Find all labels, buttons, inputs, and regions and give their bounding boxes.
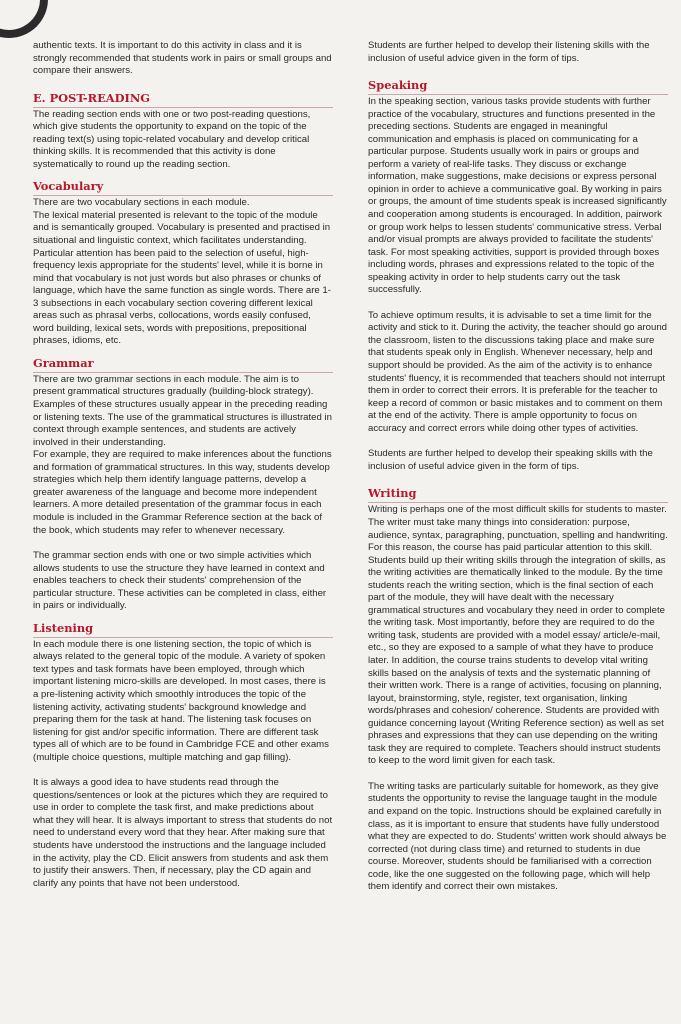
corner-tab (0, 0, 48, 38)
grammar-section (33, 357, 333, 613)
heading-rule (33, 637, 333, 638)
writing-section (368, 487, 668, 893)
listening-paragraph-1: In each module there is one listening section, the topic of which is always related to the general topic of the module. A variety of spoken text types and task formats have been employed, through which important listening micro-skills are developed. In most cases, there is a pre-listening activity which smoothly introduces the topic of the listening activity, activating students' background knowledge and preparing them for the task at hand. The listening task focuses on listening for gist and/or specific information. There are different task types all of which are to be found in Cambridge FCE and other exams (multiple choice questions, multiple matching and gap filling). (33, 638, 329, 763)
listening-section (33, 622, 333, 890)
speaking-section (368, 79, 668, 473)
left-column (33, 40, 333, 890)
writing-heading: Writing (368, 486, 417, 501)
speaking-paragraph-3: Students are further helped to develop their speaking skills with the inclusion of useful advice given in the form of tips. (368, 448, 653, 472)
writing-paragraph-2: The writing tasks are particularly suitable for homework, as they give students the opportunity to revise the language taught in the module and expand on the topic. Instructions should be explained carefully in class, as it is important to ensure that students have fully understood what they are expected to do. Students' written work should always be corrected (not during class time) and returned to students in due course. Moreover, students should be familiarised with a correction code, like the one suggested on the following page, which will help them identify and correct their own mistakes. (368, 780, 667, 893)
grammar-paragraph-2: For example, they are required to make inferences about the functions and formation of grammatical structures. In this way, students develop strategies which help them identify language patterns, develop a greater awareness of the language and become more independent learners. A more detailed presentation of the grammar focus in each module is included in the Grammar Reference section at the back of the book, which students may refer to whenever necessary. (33, 449, 332, 536)
listening-paragraph-2: It is always a good idea to have students read through the questions/sentences or look at the pictures which they are required to use in order to complete the task first, and make predictions about what they will hear. It is always important to stress that students do not need to understand every word that they hear. After making sure that students have understood the instructions and the language included in the activity, play the CD. Elicit answers from students and ask them to justify their answers. Then, if necessary, play the CD again and clarify any points that have not been understood. (33, 777, 333, 889)
heading-rule (33, 372, 333, 373)
vocabulary-line1: There are two vocabulary sections in each module. (33, 197, 250, 209)
heading-rule (33, 195, 333, 196)
listening-tips-section (368, 40, 668, 65)
speaking-heading: Speaking (368, 78, 428, 93)
corner-tab-inner (0, 0, 40, 30)
intro-section (33, 40, 333, 78)
speaking-paragraph-2: To achieve optimum results, it is advisable to set a time limit for the activity and stick to it. During the activity, the teacher should go around the classroom, listen to the discussions taking place and make sure that students speak only in English. Whenever necessary, help and support should be provided. As the aim of the activity is to enhance students' fluency, it is recommended that teachers should not interrupt them in order to correct their errors. It is preferable for the teacher to keep a record of common or basic mistakes and to comment on them at the end of the activity. There is ample opportunity to focus on accuracy and correct errors while doing other types of activities. (368, 309, 667, 434)
grammar-paragraph-1: There are two grammar sections in each module. The aim is to present grammatical structures gradually (building-block strategy). Examples of these structures usually appear in the preceding reading or listening texts. The use of the grammatical structures is illustrated in context through example sentences, and students are actively involved in their understanding. (33, 373, 332, 448)
vocabulary-paragraph: The lexical material presented is relevant to the topic of the module and is semantically grouped. Vocabulary is presented and practised in situational and linguistic context, which facilitates understanding. Particular attention has been paid to the selection of useful, high-frequency lexis appropriate for the students' level, while it is borne in mind that vocabulary is not just words but also phrases or chunks of language, which have the same function as single words. There are 1-3 subsections in each vocabulary section covering different lexical areas such as phrasal verbs, collocations, words easily confused, word building, lexical sets, words with prepositions, prepositional phrases, idioms, etc. (33, 209, 331, 347)
vocabulary-section (33, 180, 333, 348)
speaking-paragraph-1: In the speaking section, various tasks provide students with further practice of the vocabulary, structures and functions presented in the preceding sections. Students are engaged in meaningful communication and emphasis is placed on communicating for a particular purpose. Students usually work in pairs or groups and perform a variety of real-life tasks. They discuss or exchange information, make suggestions, make decisions or express personal opinion in order to achieve a communicative goal. By working in pairs or groups, the amount of time students speak is increased significantly and cooperation among students is encouraged. In addition, pairwork or group work helps to lessen students' communicative stress. Verbal and/or visual prompts are always provided to facilitate the students' task. For most speaking activities, support is provided through boxes including words, phrases and expressions related to the topic of the speaking activity in order to help students carry out the task successfully. (368, 96, 667, 296)
post-reading-section (33, 92, 333, 172)
writing-paragraph-1: Writing is perhaps one of the most difficult skills for students to master. The writer must take many things into consideration: purpose, audience, syntax, paragraphing, punctuation, spelling and handwriting. For this reason, the course has paid particular attention to this skill. Students build up their writing skills through the integration of skills, as the writing activities are thematically linked to the module. By the time students reach the writing section, which is the final section of each part of the module, they will have dealt with the necessary grammatical structures and vocabulary they need in order to complete the writing task. Most importantly, before they are required to do the writing task, students are provided with a model essay/ article/e-mail, etc., so they are exposed to a sample of what they have to produce later. In addition, the course trains students to develop vital writing skills based on the analysis of texts and the systematic planning of their written work. There is a range of activities, focusing on planning, layout, brainstorming, style, register, text organisation, linking words/phrases and cohesion/ coherence. Students are provided with guidance concerning layout (Writing Reference section) as well as set phrases and expressions that they can use depending on the writing task they are required to complete. Teachers should instruct students to keep to the word limit given for each task. (368, 504, 668, 767)
listening-heading: Listening (33, 620, 94, 635)
grammar-paragraph-3: The grammar section ends with one or two simple activities which allows students to use the structure they have learned in context and enables teachers to check their students' comprehension of the particular structure. These activities can be completed in class, either in pairs or individually. (33, 550, 327, 612)
grammar-heading: Grammar (33, 355, 94, 370)
right-column (368, 40, 668, 894)
heading-rule (368, 502, 668, 503)
post-reading-paragraph: The reading section ends with one or two post-reading questions, which give students the opportunity to expand on the topic of the reading text(s) using topic-related vocabulary and develop critical thinking skills. It is recommended that this activity is done systematically to round up the reading section. (33, 108, 311, 170)
listening-tips-paragraph: Students are further helped to develop their listening skills with the inclusion of useful advice given in the form of tips. (368, 40, 650, 64)
intro-paragraph: authentic texts. It is important to do this activity in class and it is strongly recommended that students work in pairs or small groups and compare their answers. (33, 40, 332, 77)
post-reading-heading: E. POST-READING (33, 90, 150, 105)
vocabulary-heading: Vocabulary (33, 179, 104, 194)
heading-rule (368, 94, 668, 95)
heading-rule (33, 107, 333, 108)
